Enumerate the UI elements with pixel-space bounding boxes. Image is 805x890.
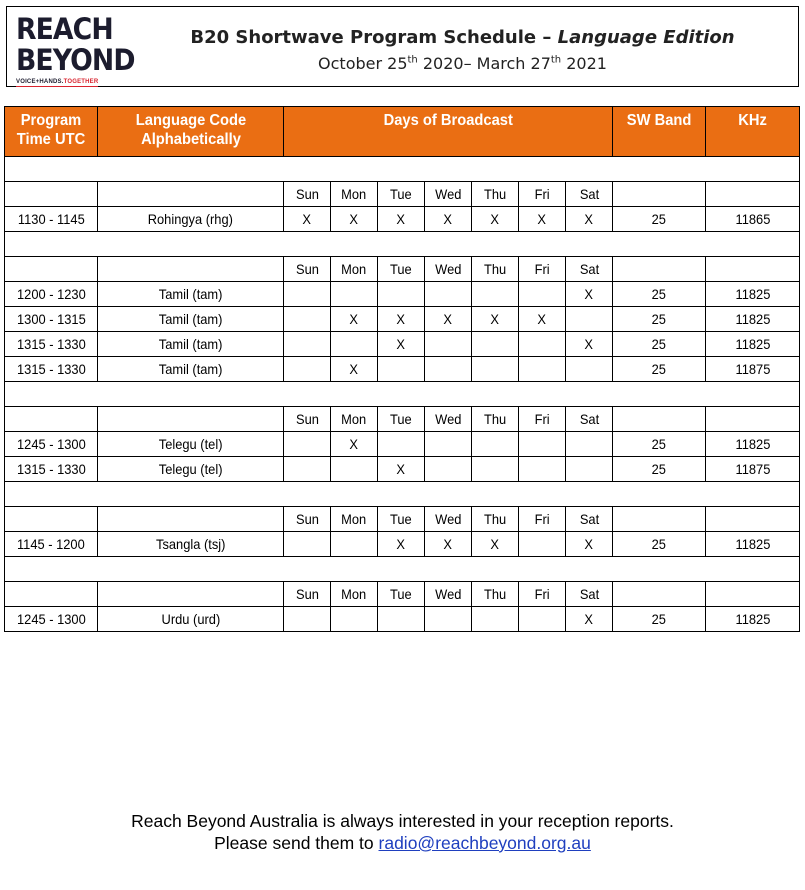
sw-band-cell-text: 25 — [651, 436, 667, 452]
day-label-mon-text: Mon — [341, 261, 367, 277]
day-label-mon — [331, 507, 378, 532]
day-cell-mon — [331, 432, 378, 457]
table-row — [5, 532, 800, 557]
khz-cell-text: 11825 — [735, 436, 771, 452]
language-cell — [98, 307, 284, 332]
logo-line-1: REACH — [16, 12, 113, 46]
day-label-thu-text: Thu — [483, 261, 507, 277]
day-label-sun — [284, 182, 331, 207]
day-cell-thu-text: X — [490, 311, 500, 327]
khz-cell-text: 11875 — [735, 461, 771, 477]
language-cell — [98, 432, 284, 457]
day-cell-wed-text: X — [443, 311, 453, 327]
day-label-sun — [284, 407, 331, 432]
day-label-row — [5, 257, 800, 282]
day-label-wed-text: Wed — [434, 411, 462, 427]
time-cell — [5, 432, 98, 457]
header-days: Days of Broadcast — [284, 107, 613, 157]
khz-cell-text: 11825 — [735, 611, 771, 627]
spacer-cell — [5, 482, 800, 507]
day-label-row — [5, 182, 800, 207]
table-row — [5, 607, 800, 632]
khz-cell — [706, 332, 800, 357]
khz-cell — [706, 282, 800, 307]
edition-label: Language Edition — [557, 27, 735, 48]
time-cell-text: 1245 - 1300 — [16, 611, 86, 627]
khz-cell-text: 11865 — [735, 211, 771, 227]
empty-time-cell — [5, 407, 98, 432]
day-cell-sat — [566, 432, 613, 457]
sw-band-cell — [613, 532, 706, 557]
day-cell-thu — [472, 282, 519, 307]
day-cell-tue — [378, 282, 425, 307]
day-label-thu-text: Thu — [483, 186, 507, 202]
time-cell — [5, 282, 98, 307]
table-row — [5, 457, 800, 482]
day-label-thu — [472, 507, 519, 532]
day-cell-sat — [566, 332, 613, 357]
sw-band-cell — [613, 607, 706, 632]
time-cell — [5, 357, 98, 382]
day-label-tue — [378, 507, 425, 532]
language-cell-text: Tamil (tam) — [158, 311, 223, 327]
khz-cell — [706, 307, 800, 332]
language-cell-text: Telegu (tel) — [158, 461, 223, 477]
day-label-wed — [425, 182, 472, 207]
empty-language-cell — [98, 507, 284, 532]
day-cell-thu — [472, 607, 519, 632]
day-cell-mon-text: X — [349, 311, 359, 327]
day-label-mon-text: Mon — [341, 586, 367, 602]
empty-khz-cell — [706, 582, 800, 607]
day-label-tue-text: Tue — [390, 186, 412, 202]
empty-time-cell — [5, 182, 98, 207]
empty-time-cell — [5, 257, 98, 282]
day-cell-sun — [284, 457, 331, 482]
day-cell-sun — [284, 307, 331, 332]
day-cell-wed — [425, 357, 472, 382]
page-title: B20 Shortwave Program Schedule – Language Edition — [190, 27, 735, 48]
day-cell-thu — [472, 307, 519, 332]
day-cell-sat — [566, 282, 613, 307]
day-cell-wed — [425, 207, 472, 232]
day-cell-tue — [378, 432, 425, 457]
empty-band-cell — [613, 257, 706, 282]
day-label-sat-text: Sat — [579, 186, 599, 202]
day-cell-sat — [566, 532, 613, 557]
sw-band-cell-text: 25 — [651, 311, 667, 327]
khz-cell — [706, 607, 800, 632]
day-cell-mon — [331, 282, 378, 307]
khz-cell-text: 11825 — [735, 336, 771, 352]
language-cell-text: Telegu (tel) — [158, 436, 223, 452]
empty-khz-cell — [706, 182, 800, 207]
language-cell — [98, 332, 284, 357]
day-label-mon — [331, 182, 378, 207]
day-label-sun-text: Sun — [295, 511, 319, 527]
day-label-tue — [378, 257, 425, 282]
day-cell-thu — [472, 432, 519, 457]
day-cell-tue-text: X — [396, 336, 406, 352]
sw-band-cell-text: 25 — [651, 211, 667, 227]
empty-khz-cell — [706, 257, 800, 282]
header-language: Language Code Alphabetically — [98, 107, 284, 157]
day-cell-tue-text: X — [396, 311, 406, 327]
table-row — [5, 357, 800, 382]
day-label-tue-text: Tue — [390, 511, 412, 527]
day-cell-sun — [284, 207, 331, 232]
day-label-fri-text: Fri — [534, 186, 550, 202]
table-row — [5, 307, 800, 332]
day-cell-thu — [472, 357, 519, 382]
day-cell-sat — [566, 307, 613, 332]
day-cell-fri — [519, 307, 566, 332]
day-label-row — [5, 407, 800, 432]
day-cell-mon — [331, 457, 378, 482]
empty-khz-cell — [706, 407, 800, 432]
empty-language-cell — [98, 407, 284, 432]
day-label-row — [5, 582, 800, 607]
day-cell-tue — [378, 357, 425, 382]
day-label-fri-text: Fri — [534, 586, 550, 602]
reach-beyond-logo — [14, 11, 135, 85]
day-label-thu-text: Thu — [483, 411, 507, 427]
language-cell-text: Rohingya (rhg) — [147, 211, 234, 227]
footer — [0, 810, 805, 854]
day-label-fri — [519, 407, 566, 432]
time-cell — [5, 607, 98, 632]
empty-band-cell — [613, 407, 706, 432]
day-cell-mon — [331, 357, 378, 382]
day-label-sun-text: Sun — [295, 411, 319, 427]
day-cell-sun — [284, 432, 331, 457]
table-row — [5, 432, 800, 457]
time-cell — [5, 207, 98, 232]
day-label-fri-text: Fri — [534, 511, 550, 527]
day-label-tue — [378, 582, 425, 607]
day-cell-sat — [566, 607, 613, 632]
day-label-wed-text: Wed — [434, 586, 462, 602]
day-label-tue-text: Tue — [390, 261, 412, 277]
sw-band-cell-text: 25 — [651, 461, 667, 477]
day-label-wed — [425, 407, 472, 432]
day-cell-sat-text: X — [584, 536, 594, 552]
day-label-thu — [472, 257, 519, 282]
day-cell-sun-text: X — [302, 211, 312, 227]
day-cell-fri — [519, 457, 566, 482]
day-label-wed — [425, 582, 472, 607]
day-label-mon — [331, 582, 378, 607]
day-label-thu-text: Thu — [483, 511, 507, 527]
empty-band-cell — [613, 582, 706, 607]
sw-band-cell — [613, 207, 706, 232]
date-range: October 25th 2020– March 27th 2021 — [318, 54, 607, 73]
sw-band-cell — [613, 357, 706, 382]
day-cell-mon — [331, 607, 378, 632]
day-cell-sat — [566, 357, 613, 382]
day-label-tue-text: Tue — [390, 586, 412, 602]
khz-cell-text: 11825 — [735, 311, 771, 327]
time-cell-text: 1315 - 1330 — [16, 361, 86, 377]
day-cell-fri-text: X — [537, 211, 547, 227]
day-cell-sun — [284, 532, 331, 557]
table-header-row — [5, 107, 800, 157]
sw-band-cell — [613, 282, 706, 307]
sw-band-cell-text: 25 — [651, 336, 667, 352]
time-cell — [5, 332, 98, 357]
day-label-thu — [472, 182, 519, 207]
time-cell-text: 1145 - 1200 — [17, 536, 85, 552]
language-cell — [98, 607, 284, 632]
day-label-fri — [519, 257, 566, 282]
schedule-table — [4, 106, 800, 632]
day-cell-tue-text: X — [396, 536, 406, 552]
day-cell-fri — [519, 357, 566, 382]
header-time: Program Time UTC — [5, 107, 98, 157]
logo-tagline: VOICE+HANDS.TOGETHER — [16, 79, 99, 85]
day-cell-fri-text: X — [537, 311, 547, 327]
empty-language-cell — [98, 182, 284, 207]
day-cell-wed — [425, 457, 472, 482]
day-cell-tue — [378, 307, 425, 332]
empty-time-cell — [5, 507, 98, 532]
header-sw-band: SW Band — [613, 107, 706, 157]
khz-cell — [706, 457, 800, 482]
day-label-sun-text: Sun — [295, 186, 319, 202]
day-label-tue-text: Tue — [390, 411, 412, 427]
day-cell-wed — [425, 532, 472, 557]
day-cell-mon — [331, 332, 378, 357]
email-link[interactable]: radio@reachbeyond.org.au — [378, 833, 591, 853]
day-cell-tue — [378, 607, 425, 632]
day-cell-sun — [284, 357, 331, 382]
empty-khz-cell — [706, 507, 800, 532]
day-cell-mon — [331, 307, 378, 332]
day-label-sat-text: Sat — [579, 586, 599, 602]
day-label-sat — [566, 182, 613, 207]
day-cell-thu — [472, 532, 519, 557]
day-label-fri-text: Fri — [534, 261, 550, 277]
khz-cell — [706, 532, 800, 557]
spacer-cell — [5, 232, 800, 257]
day-label-mon — [331, 257, 378, 282]
day-label-thu — [472, 407, 519, 432]
day-cell-wed — [425, 332, 472, 357]
sw-band-cell-text: 25 — [651, 611, 667, 627]
header-khz: KHz — [706, 107, 800, 157]
day-label-wed-text: Wed — [434, 261, 462, 277]
empty-band-cell — [613, 182, 706, 207]
day-cell-wed — [425, 282, 472, 307]
day-cell-tue — [378, 332, 425, 357]
language-cell-text: Tamil (tam) — [158, 361, 223, 377]
day-cell-wed-text: X — [443, 211, 453, 227]
empty-language-cell — [98, 257, 284, 282]
day-cell-fri — [519, 532, 566, 557]
day-label-sun-text: Sun — [295, 261, 319, 277]
day-label-sun — [284, 257, 331, 282]
khz-cell-text: 11875 — [735, 361, 771, 377]
day-cell-wed — [425, 607, 472, 632]
day-cell-fri — [519, 282, 566, 307]
spacer-row — [5, 557, 800, 582]
language-cell — [98, 207, 284, 232]
sw-band-cell — [613, 332, 706, 357]
table-row — [5, 207, 800, 232]
sw-band-cell-text: 25 — [651, 361, 667, 377]
empty-time-cell — [5, 582, 98, 607]
spacer-cell — [5, 557, 800, 582]
day-cell-mon — [331, 207, 378, 232]
day-label-sat — [566, 582, 613, 607]
day-label-sat — [566, 257, 613, 282]
time-cell-text: 1315 - 1330 — [16, 461, 86, 477]
footer-line-1: Reach Beyond Australia is always interested in your reception reports. — [131, 811, 674, 831]
day-label-thu — [472, 582, 519, 607]
day-label-fri — [519, 507, 566, 532]
day-label-thu-text: Thu — [483, 586, 507, 602]
day-label-mon-text: Mon — [341, 511, 367, 527]
day-cell-tue — [378, 532, 425, 557]
day-cell-fri — [519, 207, 566, 232]
sw-band-cell — [613, 432, 706, 457]
day-cell-fri — [519, 332, 566, 357]
day-label-wed — [425, 507, 472, 532]
day-cell-sun — [284, 332, 331, 357]
khz-cell-text: 11825 — [735, 536, 771, 552]
day-cell-wed — [425, 432, 472, 457]
day-label-tue — [378, 407, 425, 432]
header-box — [6, 6, 799, 87]
day-label-sat — [566, 407, 613, 432]
spacer-row — [5, 482, 800, 507]
language-cell — [98, 532, 284, 557]
spacer-row — [5, 382, 800, 407]
day-label-fri-text: Fri — [534, 411, 550, 427]
day-cell-mon — [331, 532, 378, 557]
day-cell-tue — [378, 457, 425, 482]
time-cell-text: 1315 - 1330 — [16, 336, 86, 352]
day-label-sat — [566, 507, 613, 532]
sw-band-cell-text: 25 — [651, 286, 667, 302]
time-cell-text: 1300 - 1315 — [16, 311, 86, 327]
table-row — [5, 282, 800, 307]
spacer-row — [5, 157, 800, 182]
time-cell-text: 1130 - 1145 — [17, 211, 85, 227]
khz-cell — [706, 432, 800, 457]
day-label-fri — [519, 182, 566, 207]
day-label-wed-text: Wed — [434, 511, 462, 527]
time-cell — [5, 457, 98, 482]
day-label-sat-text: Sat — [579, 511, 599, 527]
day-cell-tue-text: X — [396, 211, 406, 227]
day-cell-tue — [378, 207, 425, 232]
sw-band-cell — [613, 307, 706, 332]
day-label-mon-text: Mon — [341, 186, 367, 202]
language-cell-text: Tamil (tam) — [158, 336, 223, 352]
day-cell-wed-text: X — [443, 536, 453, 552]
day-cell-fri — [519, 432, 566, 457]
day-label-tue — [378, 182, 425, 207]
language-cell-text: Urdu (urd) — [161, 611, 220, 627]
spacer-cell — [5, 157, 800, 182]
day-cell-sun — [284, 607, 331, 632]
day-cell-thu-text: X — [490, 211, 500, 227]
day-cell-sat — [566, 457, 613, 482]
footer-line-2: Please send them to radio@reachbeyond.org.au — [214, 833, 591, 853]
day-cell-sat-text: X — [584, 211, 594, 227]
day-cell-sat-text: X — [584, 611, 594, 627]
language-cell — [98, 457, 284, 482]
day-cell-mon-text: X — [349, 211, 359, 227]
time-cell — [5, 532, 98, 557]
day-cell-thu — [472, 207, 519, 232]
day-cell-sat-text: X — [584, 336, 594, 352]
empty-language-cell — [98, 582, 284, 607]
day-label-sat-text: Sat — [579, 261, 599, 277]
spacer-cell — [5, 382, 800, 407]
day-label-row — [5, 507, 800, 532]
day-cell-sat — [566, 207, 613, 232]
spacer-row — [5, 232, 800, 257]
language-cell — [98, 282, 284, 307]
language-cell — [98, 357, 284, 382]
empty-band-cell — [613, 507, 706, 532]
day-cell-sat-text: X — [584, 286, 594, 302]
time-cell — [5, 307, 98, 332]
day-label-wed-text: Wed — [434, 186, 462, 202]
day-label-sat-text: Sat — [579, 411, 599, 427]
sw-band-cell — [613, 457, 706, 482]
day-cell-wed — [425, 307, 472, 332]
sw-band-cell-text: 25 — [651, 536, 667, 552]
day-label-sun — [284, 507, 331, 532]
khz-cell — [706, 207, 800, 232]
day-label-mon-text: Mon — [341, 411, 367, 427]
language-cell-text: Tamil (tam) — [158, 286, 223, 302]
day-cell-mon-text: X — [349, 361, 359, 377]
table-row — [5, 332, 800, 357]
day-cell-mon-text: X — [349, 436, 359, 452]
khz-cell-text: 11825 — [735, 286, 771, 302]
day-label-sun — [284, 582, 331, 607]
language-cell-text: Tsangla (tsj) — [155, 536, 226, 552]
time-cell-text: 1245 - 1300 — [16, 436, 86, 452]
day-cell-thu — [472, 332, 519, 357]
khz-cell — [706, 357, 800, 382]
time-cell-text: 1200 - 1230 — [16, 286, 86, 302]
day-label-fri — [519, 582, 566, 607]
day-cell-fri — [519, 607, 566, 632]
day-label-wed — [425, 257, 472, 282]
day-label-mon — [331, 407, 378, 432]
day-cell-sun — [284, 282, 331, 307]
day-cell-tue-text: X — [396, 461, 406, 477]
day-cell-thu-text: X — [490, 536, 500, 552]
logo-line-2: BEYOND — [16, 43, 135, 77]
day-cell-thu — [472, 457, 519, 482]
day-label-sun-text: Sun — [295, 586, 319, 602]
